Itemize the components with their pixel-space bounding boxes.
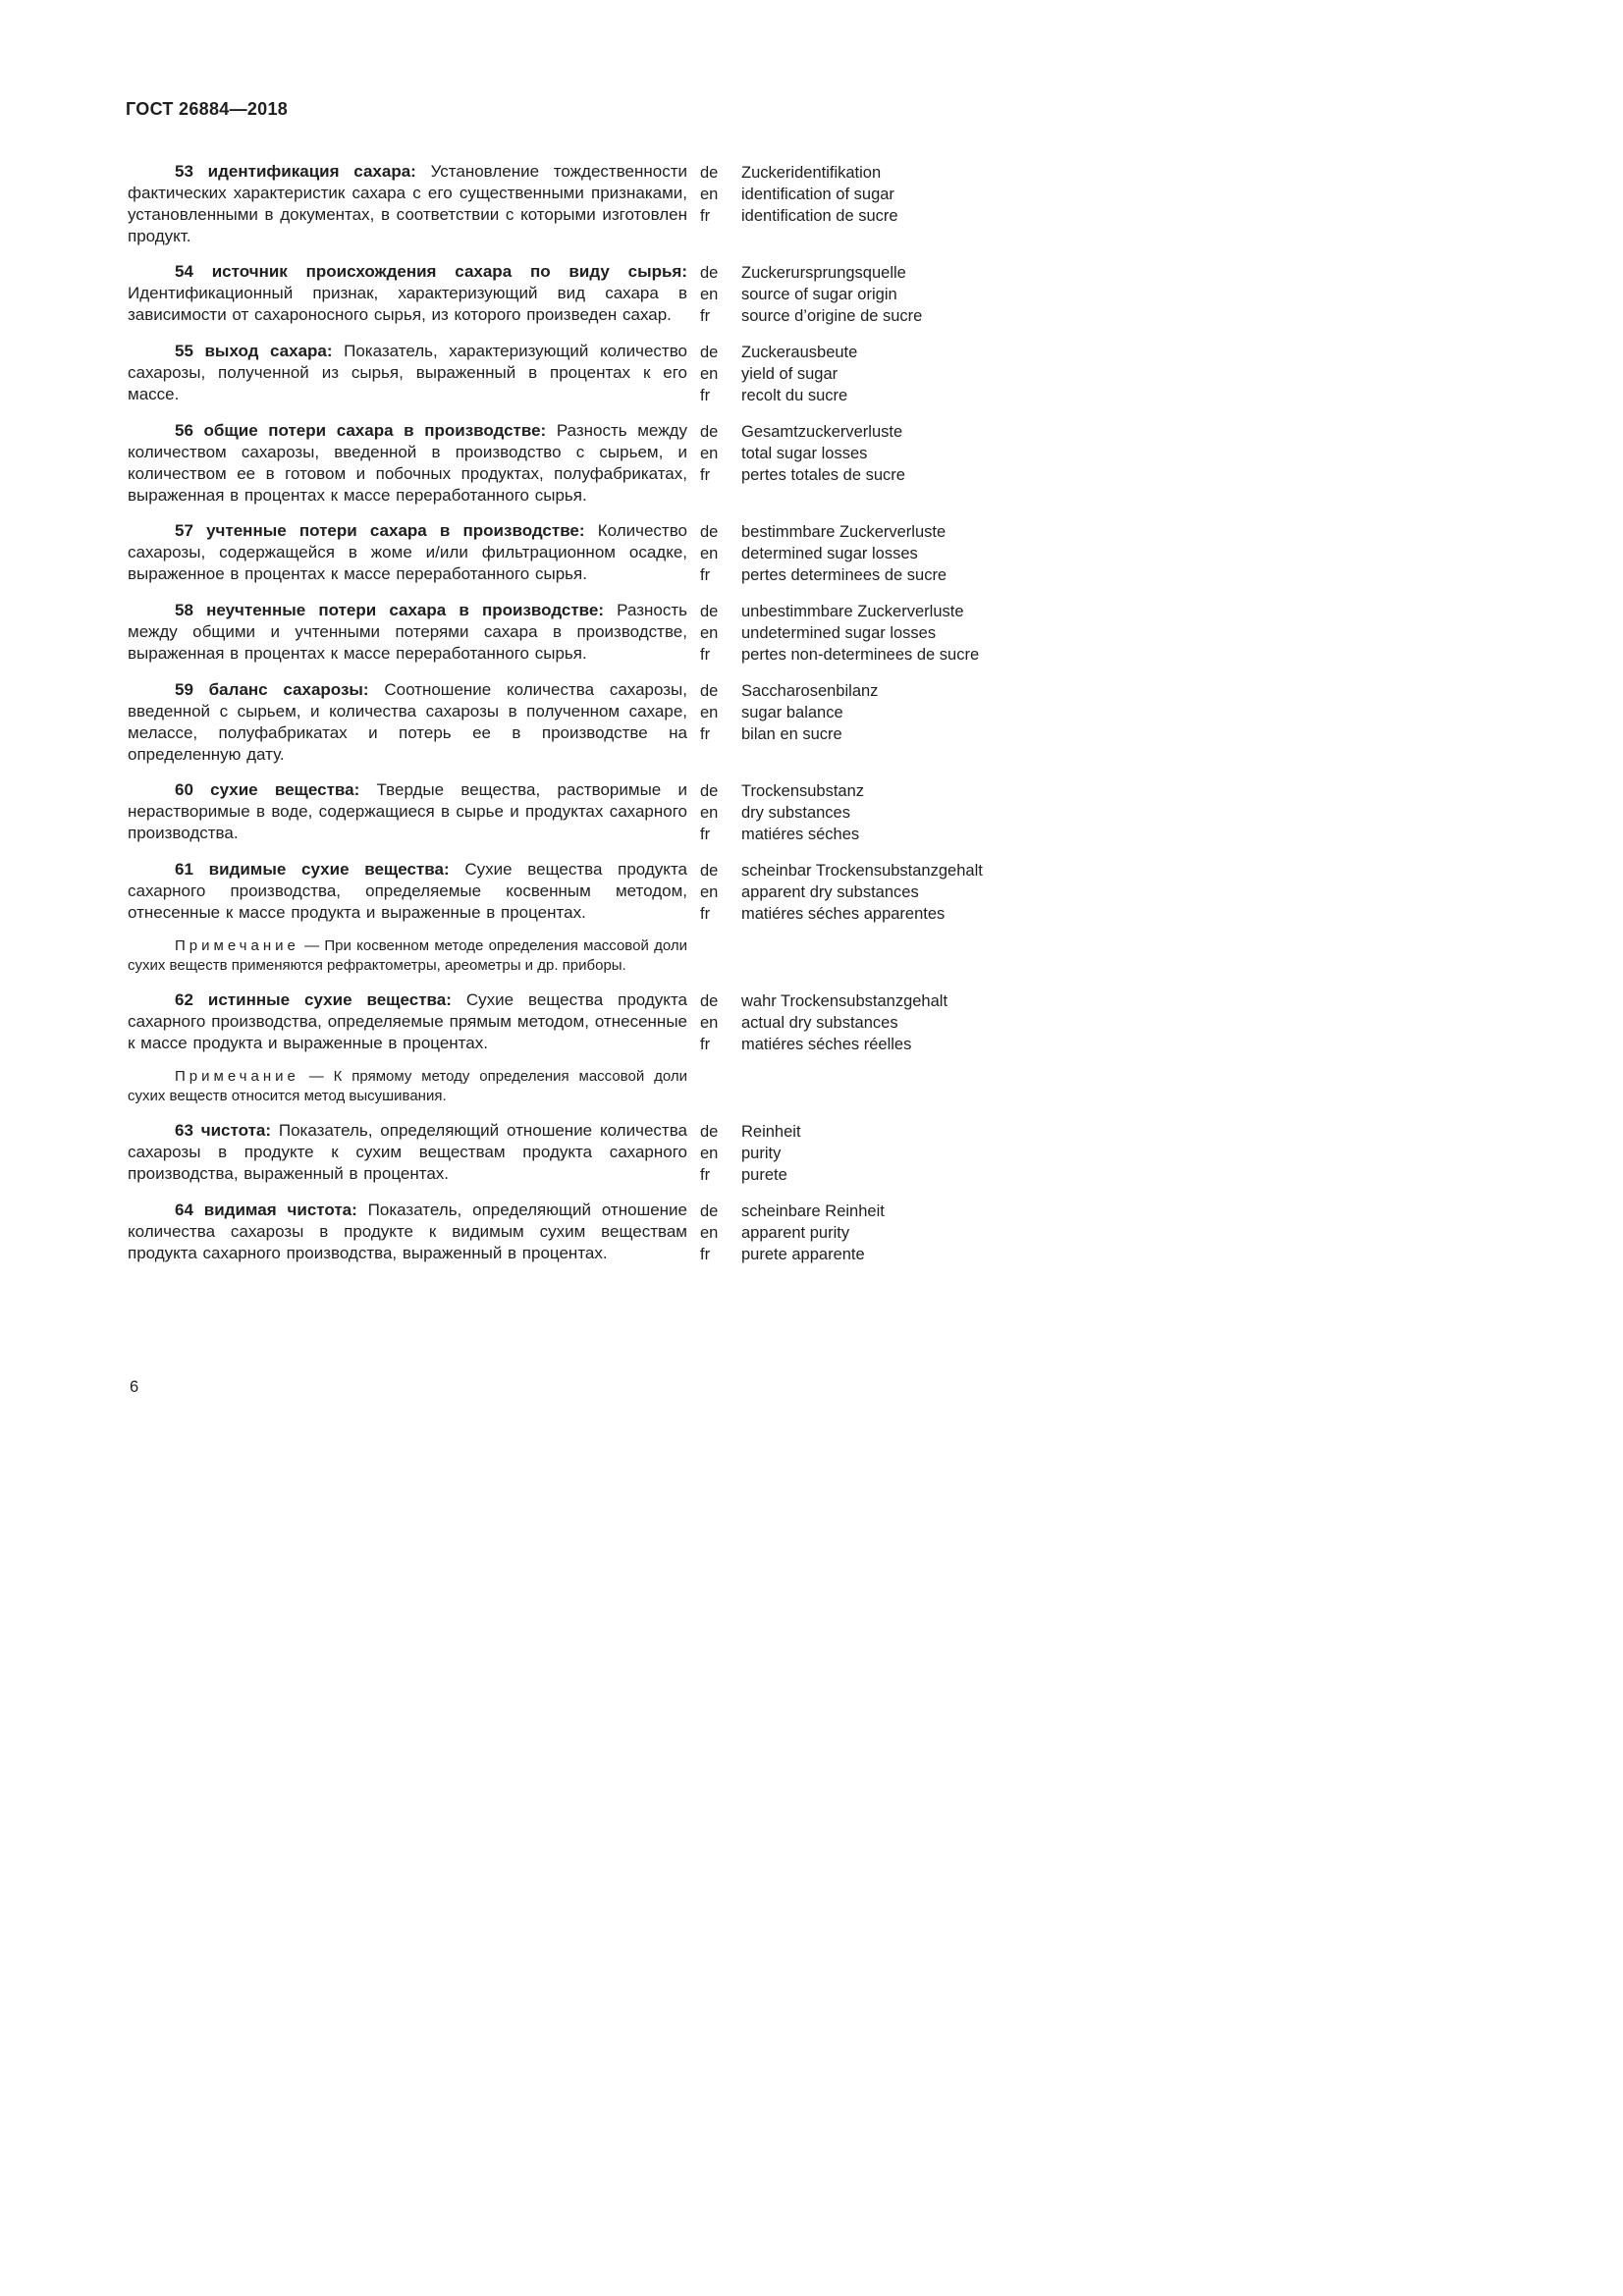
translation-row	[700, 443, 905, 464]
term-entry	[128, 420, 1109, 507]
term-title: 62 истинные сухие вещества:	[175, 990, 452, 1009]
language-code: en	[700, 624, 719, 642]
term-definition	[128, 261, 687, 326]
translation-row	[700, 1121, 801, 1143]
term-row	[128, 679, 1109, 766]
document-header: ГОСТ 26884—2018	[126, 99, 289, 119]
translation-text: matiéres séches apparentes	[741, 905, 946, 923]
term-title: 57 учтенные потери сахара в производстве:	[175, 521, 585, 540]
translation-text: purete	[741, 1166, 787, 1184]
translation-text: source d’origine de sucre	[741, 307, 923, 325]
translation-row	[700, 1201, 885, 1222]
note-text: — При косвенном методе определения массовой доли сухих веществ применяются рефрактометры, ареометры и др. приборы.	[128, 937, 687, 974]
translation-text: Reinheit	[741, 1123, 801, 1141]
term-row	[128, 261, 1109, 327]
term-translations	[700, 161, 898, 227]
translation-row	[700, 723, 878, 745]
translation-row	[700, 162, 898, 184]
translation-row	[700, 680, 878, 702]
term-entry	[128, 989, 1109, 1106]
translation-row	[700, 903, 983, 925]
page-number: 6	[130, 1378, 139, 1396]
translation-text: wahr Trockensubstanzgehalt	[741, 992, 948, 1010]
term-definition	[128, 420, 687, 507]
language-code: de	[700, 782, 719, 800]
translation-row	[700, 421, 905, 443]
translation-text: scheinbar Trockensubstanzgehalt	[741, 862, 983, 880]
language-code: en	[700, 286, 719, 303]
term-note	[128, 1067, 687, 1106]
term-definition-text: Разность между общими и учтенными потерями сахара в производстве, выраженная в процентах к массе переработанного сырья.	[128, 601, 687, 663]
term-definition	[128, 779, 687, 844]
translation-text: Zuckeridentifikation	[741, 164, 882, 182]
language-code: fr	[700, 826, 711, 843]
language-code: de	[700, 264, 719, 282]
translation-text: Saccharosenbilanz	[741, 682, 879, 700]
term-row	[128, 520, 1109, 586]
language-code: de	[700, 164, 719, 182]
term-definition	[128, 341, 687, 405]
note-label: Примечание	[175, 1068, 299, 1085]
language-code: fr	[700, 307, 711, 325]
term-title: 53 идентификация сахара:	[175, 162, 416, 181]
term-row	[128, 600, 1109, 666]
translation-row	[700, 990, 947, 1012]
translation-row	[700, 881, 983, 903]
translation-text: identification of sugar	[741, 186, 894, 203]
term-definition-text: Соотношение количества сахарозы, введенной с сырьем, и количества сахарозы в полученном сахаре, мелассе, полуфабрикатах и потерь ее в производстве на определенную дату.	[128, 680, 687, 764]
language-code: de	[700, 603, 719, 620]
term-row	[128, 341, 1109, 406]
translation-text: pertes non-determinees de sucre	[741, 646, 980, 664]
term-definition	[128, 520, 687, 585]
term-row	[128, 1200, 1109, 1265]
translation-row	[700, 205, 898, 227]
translation-text: bestimmbare Zuckerverluste	[741, 523, 947, 541]
term-row	[128, 420, 1109, 507]
translation-row	[700, 860, 983, 881]
language-code: en	[700, 1145, 719, 1162]
term-row	[128, 859, 1109, 925]
translation-text: yield of sugar	[741, 365, 839, 383]
term-definition	[128, 989, 687, 1054]
language-code: en	[700, 704, 719, 721]
term-title: 56 общие потери сахара в производстве:	[175, 421, 547, 440]
term-entry	[128, 779, 1109, 845]
translation-row	[700, 601, 979, 622]
term-definition	[128, 1200, 687, 1264]
language-code: de	[700, 862, 719, 880]
note-text: — К прямому методу определения массовой доли сухих веществ относится метод высушивания.	[128, 1068, 687, 1104]
translation-text: sugar balance	[741, 704, 843, 721]
translation-row	[700, 342, 857, 363]
translation-row	[700, 1244, 885, 1265]
language-code: en	[700, 1014, 719, 1032]
term-definition-text: Сухие вещества продукта сахарного производства, определяемые прямым методом, отнесенные к массе продукта и выраженные в процентах.	[128, 990, 687, 1052]
translation-row	[700, 1164, 801, 1186]
translation-text: matiéres séches	[741, 826, 860, 843]
language-code: de	[700, 682, 719, 700]
language-code: de	[700, 992, 719, 1010]
translation-row	[700, 363, 857, 385]
term-title: 61 видимые сухие вещества:	[175, 860, 450, 879]
language-code: en	[700, 365, 719, 383]
language-code: fr	[700, 1166, 711, 1184]
language-code: fr	[700, 466, 711, 484]
translation-row	[700, 184, 898, 205]
language-code: en	[700, 883, 719, 901]
term-definition	[128, 600, 687, 665]
term-definition-text: Идентификационный признак, характеризующий вид сахара в зависимости от сахароносного сырья, из которого произведен сахар.	[128, 284, 687, 324]
translation-row	[700, 262, 922, 284]
term-definition	[128, 679, 687, 766]
translation-text: purete apparente	[741, 1246, 865, 1263]
term-entry	[128, 679, 1109, 766]
translation-text: recolt du sucre	[741, 387, 848, 404]
term-translations	[700, 420, 905, 486]
term-translations	[700, 1200, 885, 1265]
term-translations	[700, 859, 983, 925]
translation-row	[700, 284, 922, 305]
term-entry	[128, 341, 1109, 406]
term-row	[128, 1120, 1109, 1186]
translation-text: dry substances	[741, 804, 850, 822]
translation-text: source of sugar origin	[741, 286, 897, 303]
language-code: de	[700, 423, 719, 441]
language-code: en	[700, 1224, 719, 1242]
language-code: fr	[700, 207, 711, 225]
term-translations	[700, 600, 979, 666]
term-entry	[128, 1200, 1109, 1265]
term-row	[128, 989, 1109, 1055]
translation-text: pertes determinees de sucre	[741, 566, 947, 584]
translation-row	[700, 564, 947, 586]
term-definition	[128, 859, 687, 924]
translation-row	[700, 385, 857, 406]
term-definition	[128, 161, 687, 247]
term-definition-text: Показатель, характеризующий количество сахарозы, полученной из сырья, выраженный в процентах к его массе.	[128, 342, 687, 403]
language-code: fr	[700, 1246, 711, 1263]
translation-row	[700, 305, 922, 327]
term-translations	[700, 1120, 801, 1186]
term-definition-text: Разность между количеством сахарозы, введенной в производство с сырьем, и количеством ее в готовом и побочных продуктах, полуфабрикатах, выраженная в процентах к массе переработанного сырья.	[128, 421, 687, 505]
term-definition-text: Сухие вещества продукта сахарного производства, определяемые косвенным методом, отнесенные к массе продукта и выраженные в процентах.	[128, 860, 687, 922]
translation-text: purity	[741, 1145, 782, 1162]
translation-text: unbestimmbare Zuckerverluste	[741, 603, 964, 620]
language-code: en	[700, 186, 719, 203]
term-title: 54 источник происхождения сахара по виду сырья:	[175, 262, 687, 281]
translation-text: matiéres séches réelles	[741, 1036, 912, 1053]
translation-text: pertes totales de sucre	[741, 466, 905, 484]
language-code: de	[700, 523, 719, 541]
term-title: 58 неучтенные потери сахара в производстве:	[175, 601, 605, 619]
translation-text: bilan en sucre	[741, 725, 842, 743]
translation-row	[700, 1143, 801, 1164]
term-title: 59 баланс сахарозы:	[175, 680, 369, 699]
term-definition-text: Установление тождественности фактических характеристик сахара с его существенными признаками, установленными в документах, в соответствии с которыми изготовлен продукт.	[128, 162, 687, 245]
translation-row	[700, 543, 947, 564]
term-entry	[128, 859, 1109, 976]
language-code: fr	[700, 905, 711, 923]
term-entry	[128, 520, 1109, 586]
term-title: 63 чистота:	[175, 1121, 272, 1140]
language-code: en	[700, 445, 719, 462]
translation-row	[700, 1034, 947, 1055]
term-translations	[700, 679, 878, 745]
translation-row	[700, 644, 979, 666]
language-code: en	[700, 545, 719, 562]
translation-row	[700, 1012, 947, 1034]
term-entry	[128, 261, 1109, 327]
language-code: fr	[700, 646, 711, 664]
term-entry	[128, 161, 1109, 247]
term-translations	[700, 261, 922, 327]
term-entry	[128, 600, 1109, 666]
language-code: fr	[700, 1036, 711, 1053]
term-definition-text: Показатель, определяющий отношение количества сахарозы в продукте к видимым сухим веществам продукта сахарного производства, выраженный в процентах.	[128, 1201, 687, 1262]
term-title: 64 видимая чистота:	[175, 1201, 357, 1219]
translation-text: total sugar losses	[741, 445, 868, 462]
term-title: 55 выход сахара:	[175, 342, 333, 360]
translation-text: Zuckerausbeute	[741, 344, 858, 361]
translation-text: actual dry substances	[741, 1014, 898, 1032]
term-note	[128, 936, 687, 976]
language-code: fr	[700, 725, 711, 743]
language-code: en	[700, 804, 719, 822]
term-definition	[128, 1120, 687, 1185]
language-code: fr	[700, 387, 711, 404]
term-row	[128, 779, 1109, 845]
term-row	[128, 161, 1109, 247]
term-definition-text: Твердые вещества, растворимые и нерастворимые в воде, содержащиеся в сырье и продуктах сахарного производства.	[128, 780, 687, 842]
language-code: de	[700, 1202, 719, 1220]
translation-text: scheinbare Reinheit	[741, 1202, 885, 1220]
note-label: Примечание	[175, 937, 299, 954]
term-definition-text: Показатель, определяющий отношение количества сахарозы в продукте к сухим веществам продукта сахарного производства, выраженный в процентах.	[128, 1121, 687, 1183]
translation-text: undetermined sugar losses	[741, 624, 937, 642]
term-entry	[128, 1120, 1109, 1186]
translation-row	[700, 521, 947, 543]
language-code: de	[700, 1123, 719, 1141]
term-translations	[700, 341, 857, 406]
term-translations	[700, 520, 947, 586]
translation-text: Trockensubstanz	[741, 782, 865, 800]
term-title: 60 сухие вещества:	[175, 780, 360, 799]
translation-row	[700, 622, 979, 644]
translation-row	[700, 464, 905, 486]
translation-text: apparent dry substances	[741, 883, 919, 901]
translation-text: identification de sucre	[741, 207, 898, 225]
translation-text: Gesamtzuckerverluste	[741, 423, 903, 441]
translation-text: determined sugar losses	[741, 545, 918, 562]
translation-text: apparent purity	[741, 1224, 850, 1242]
translation-row	[700, 780, 864, 802]
language-code: de	[700, 344, 719, 361]
term-translations	[700, 989, 947, 1055]
translation-row	[700, 1222, 885, 1244]
translation-row	[700, 702, 878, 723]
term-translations	[700, 779, 864, 845]
translation-row	[700, 802, 864, 824]
terms-list	[128, 147, 1109, 1265]
language-code: fr	[700, 566, 711, 584]
translation-text: Zuckerursprungsquelle	[741, 264, 906, 282]
term-definition-text: Количество сахарозы, содержащейся в жоме и/или фильтрационном осадке, выраженное в процентах к массе переработанного сырья.	[128, 521, 688, 583]
translation-row	[700, 824, 864, 845]
